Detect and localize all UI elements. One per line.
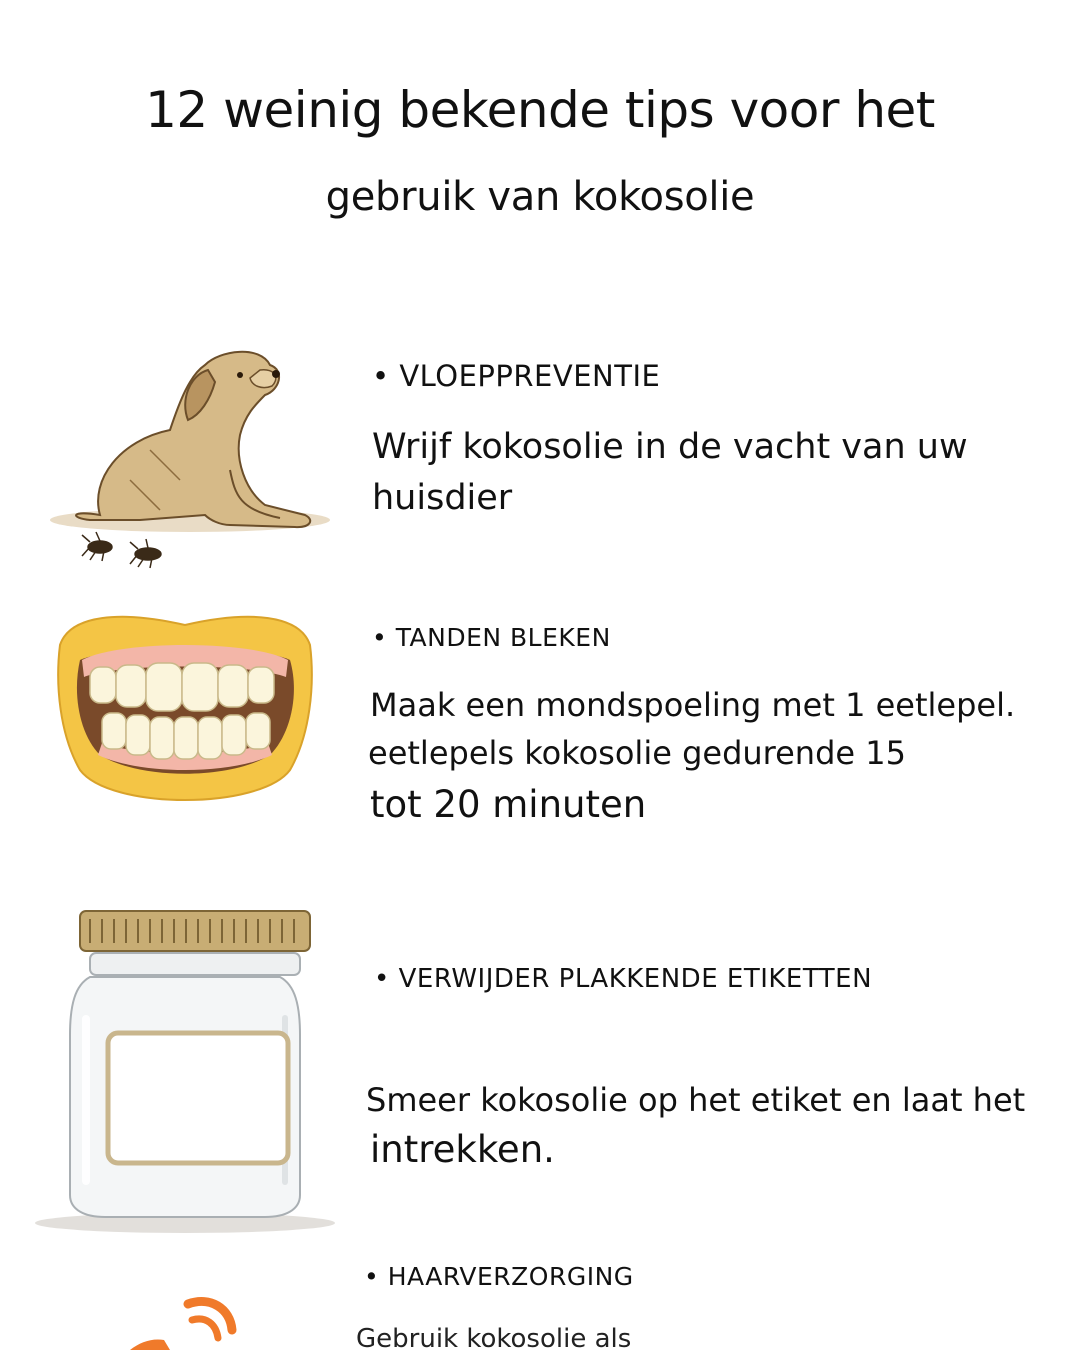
hair-icon (130, 1290, 250, 1350)
tip-heading-flea: • VLOEPPREVENTIE (372, 359, 661, 393)
page-title: 12 weinig bekende tips voor het (145, 81, 935, 139)
teeth-icon (50, 605, 320, 820)
tip-text-hair-line1: Gebruik kokosolie als (356, 1324, 632, 1354)
tip-heading-teeth: • TANDEN BLEKEN (372, 623, 611, 652)
tip-text-labels-line1: Smeer kokosolie op het etiket en laat het (366, 1081, 1026, 1119)
tip-text-labels-line2: intrekken. (370, 1128, 555, 1171)
tip-heading-hair: • HAARVERZORGING (364, 1262, 634, 1291)
tip-text-flea-line1: Wrijf kokosolie in de vacht van uw (372, 427, 968, 467)
page-subtitle: gebruik van kokosolie (325, 174, 755, 220)
tip-text-teeth-line1: Maak een mondspoeling met 1 eetlepel. (370, 686, 1016, 724)
tip-text-flea-line2: huisdier (372, 478, 513, 518)
dog-with-fleas-icon (30, 320, 330, 590)
tip-text-teeth-line3: tot 20 minuten (370, 783, 647, 826)
tip-text-teeth-line2: eetlepels kokosolie gedurende 15 (368, 734, 906, 772)
glass-jar-icon (30, 905, 340, 1235)
tip-heading-labels: • VERWIJDER PLAKKENDE ETIKETTEN (374, 964, 873, 994)
